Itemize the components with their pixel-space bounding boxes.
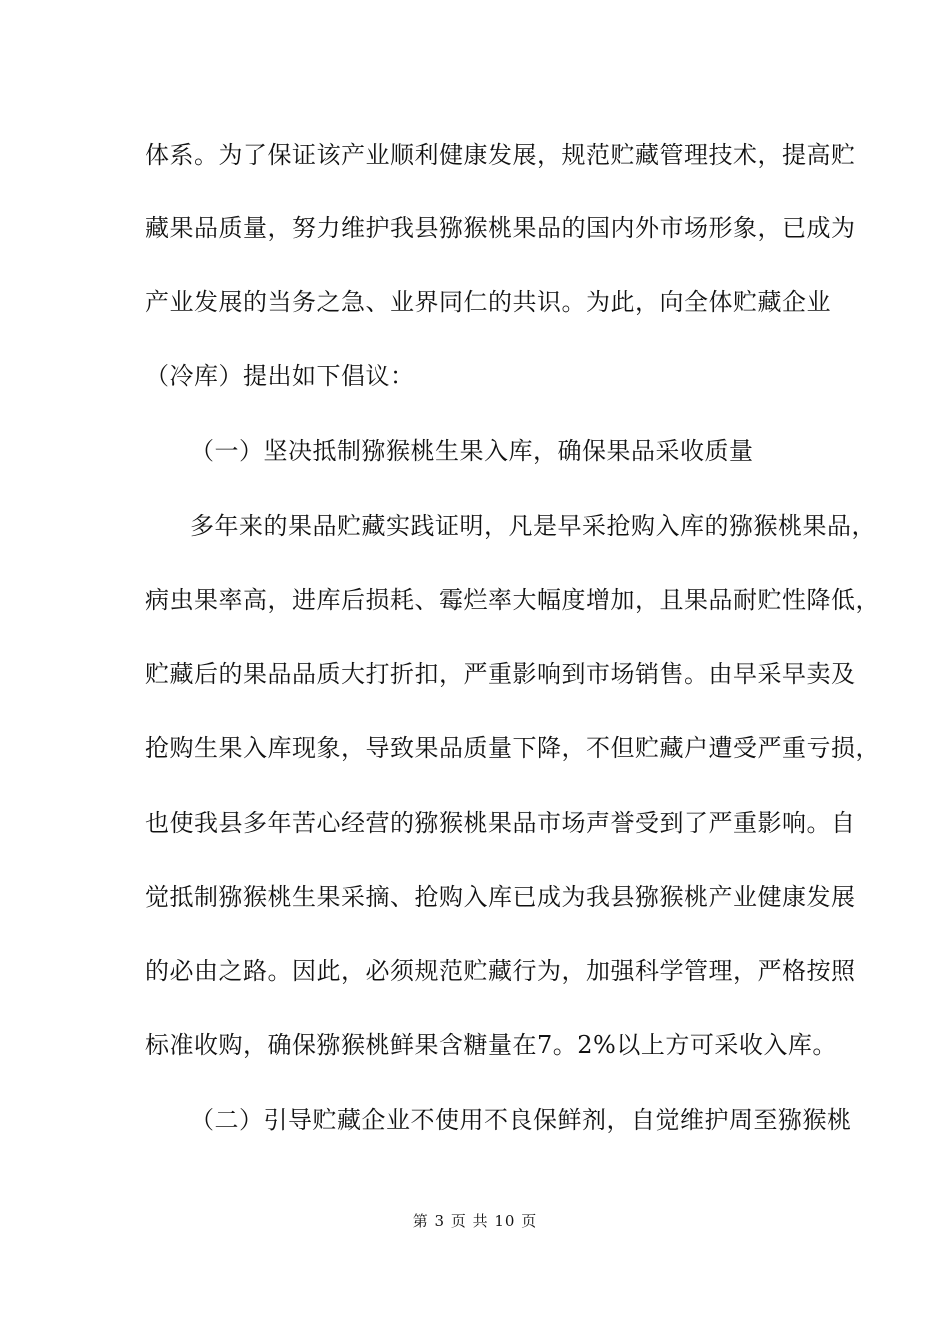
body-line: 标准收购，确保猕猴桃鲜果含糖量在7。2%以上方可采收入库。 [145,1031,837,1059]
body-line: 贮藏后的果品品质大打折扣，严重影响到市场销售。由早采早卖及 [145,660,856,688]
body-line: 抢购生果入库现象，导致果品质量下降，不但贮藏户遭受严重亏损， [145,734,880,762]
body-line: 觉抵制猕猴桃生果采摘、抢购入库已成为我县猕猴桃产业健康发展 [145,883,856,911]
body-line: 体系。为了保证该产业顺利健康发展，规范贮藏管理技术，提高贮 [145,141,856,169]
section-heading: （一）坚决抵制猕猴桃生果入库，确保果品采收质量 [190,437,754,465]
paragraph-first-line: 多年来的果品贮藏实践证明，凡是早采抢购入库的猕猴桃果品， [190,512,876,540]
body-line: 的必由之路。因此，必须规范贮藏行为，加强科学管理，严格按照 [145,957,856,985]
page-number-footer: 第 3 页 共 10 页 [412,1212,538,1230]
body-line: 藏果品质量，努力维护我县猕猴桃果品的国内外市场形象，已成为 [145,214,856,242]
body-line: 产业发展的当务之急、业界同仁的共识。为此，向全体贮藏企业 [145,288,831,316]
section-heading: （二）引导贮藏企业不使用不良保鲜剂，自觉维护周至猕猴桃 [190,1106,852,1134]
body-line: 也使我县多年苦心经营的猕猴桃果品市场声誉受到了严重影响。自 [145,809,856,837]
body-line: 病虫果率高，进库后损耗、霉烂率大幅度增加，且果品耐贮性降低， [145,586,880,614]
body-line: （冷库）提出如下倡议： [145,362,415,390]
